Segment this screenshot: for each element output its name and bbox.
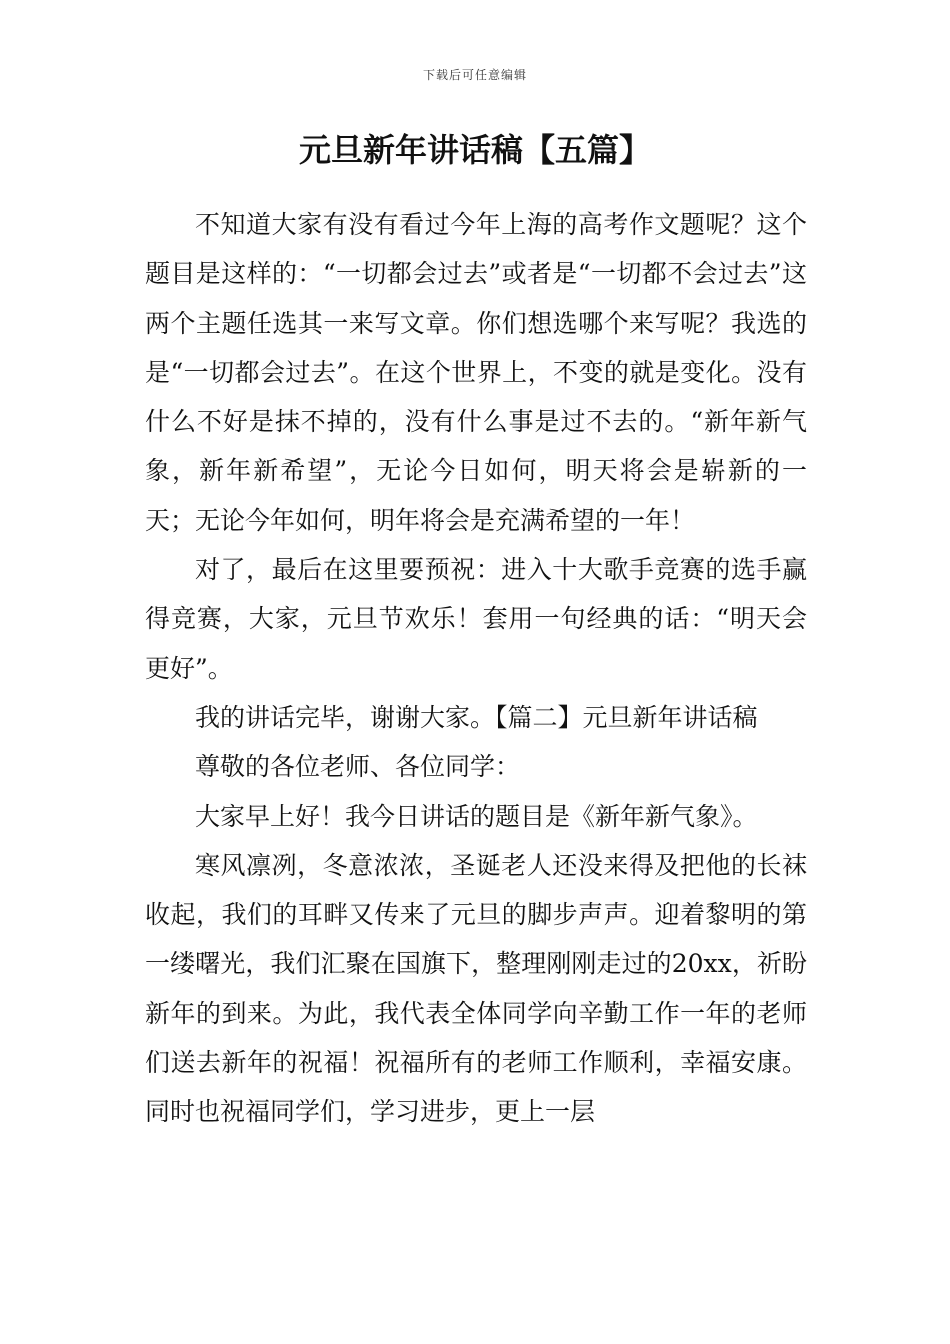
document-body bbox=[145, 200, 807, 1137]
paragraph-greeting: 大家早上好！我今日讲话的题目是《新年新气象》。 bbox=[195, 801, 758, 831]
document-title: 元旦新年讲话稿【五篇】 bbox=[298, 131, 651, 169]
paragraph-intro: 不知道大家有没有看过今年上海的高考作文题呢？这个题目是这样的：“一切都会过去”或者是“一切都不会过去”这两个主题任选其一来写文章。你们想选哪个来写呢？我选的是“一切都会过去”。在这个世界上，不变的就是变化。没有什么不好是抹不掉的，没有什么事是过不去的。“新年新气象，新年新希望”，无论今日如何，明天将会是崭新的一天；无论今年如何，明年将会是充满希望的一年！ bbox=[145, 210, 807, 535]
paragraph-winter: 寒风凛冽，冬意浓浓，圣诞老人还没来得及把他的长袜收起，我们的耳畔又传来了元旦的脚步声声。迎着黎明的第一缕曙光，我们汇聚在国旗下，整理刚刚走过的20xx，祈盼新年的到来。为此，我代表全体同学向辛勤工作一年的老师们送去新年的祝福！祝福所有的老师工作顺利，幸福安康。同时也祝福同学们，学习进步，更上一层 bbox=[145, 850, 807, 1127]
paragraph-wishes: 对了，最后在这里要预祝：进入十大歌手竞赛的选手赢得竞赛，大家，元旦节欢乐！套用一句经典的话：“明天会更好”。 bbox=[145, 555, 807, 683]
paragraph-closing: 我的讲话完毕，谢谢大家。【篇二】元旦新年讲话稿 bbox=[195, 702, 758, 732]
paragraph-salutation: 尊敬的各位老师、各位同学： bbox=[195, 752, 521, 782]
header-note: 下载后可任意编辑 bbox=[422, 68, 527, 82]
